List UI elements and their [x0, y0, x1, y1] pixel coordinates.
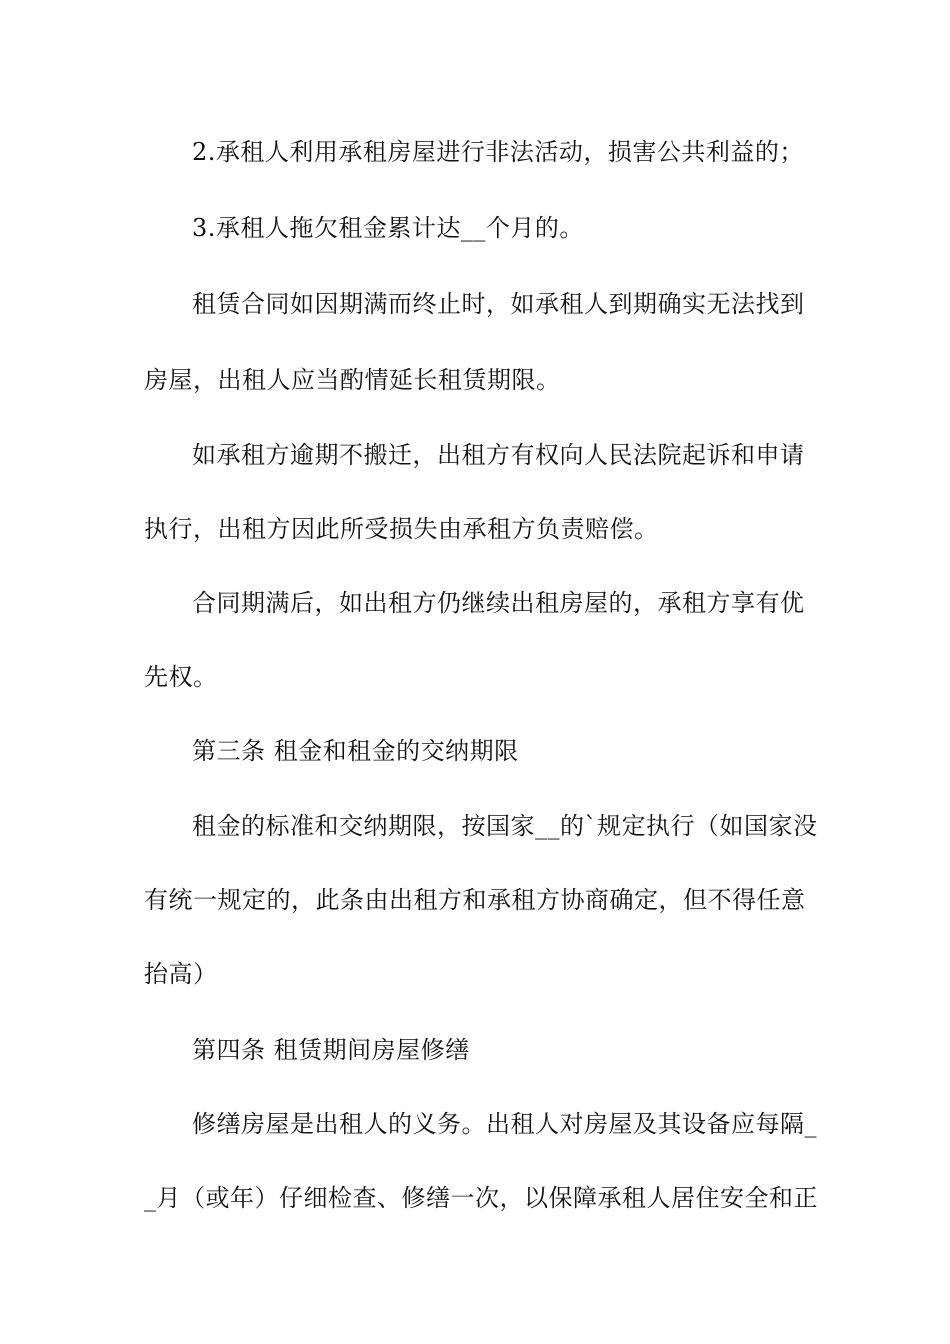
paragraph-line: 执行，出租方因此所受损失由承租方负责赔偿。	[144, 515, 659, 543]
paragraph-line: 合同期满后，如出租方仍继续出租房屋的，承租方享有优	[192, 589, 805, 617]
paragraph-line: 房屋，出租人应当酌情延长租赁期限。	[144, 366, 561, 394]
paragraph-line: 先权。	[144, 663, 218, 691]
paragraph-line: 租金的标准和交纳期限，按国家__的`规定执行（如国家没	[192, 812, 818, 840]
paragraph-line: 抬高）	[144, 960, 218, 988]
paragraph-line: 有统一规定的，此条由出租方和承租方协商确定，但不得任意	[144, 886, 806, 914]
paragraph-line: 修缮房屋是出租人的义务。出租人对房屋及其设备应每隔_	[192, 1110, 817, 1138]
section-heading-article-3: 第三条 租金和租金的交纳期限	[192, 737, 519, 765]
section-heading-article-4: 第四条 租赁期间房屋修缮	[192, 1036, 470, 1064]
paragraph-line: 如承租方逾期不搬迁，出租方有权向人民法院起诉和申请	[192, 441, 805, 469]
clause-item-2: 2.承租人利用承租房屋进行非法活动，损害公共利益的；	[192, 138, 804, 166]
paragraph-line: 租赁合同如因期满而终止时，如承租人到期确实无法找到	[192, 290, 805, 318]
paragraph-line: _月（或年）仔细检查、修缮一次，以保障承租人居住安全和正	[144, 1184, 818, 1212]
clause-item-3: 3.承租人拖欠租金累计达__个月的。	[192, 214, 584, 242]
